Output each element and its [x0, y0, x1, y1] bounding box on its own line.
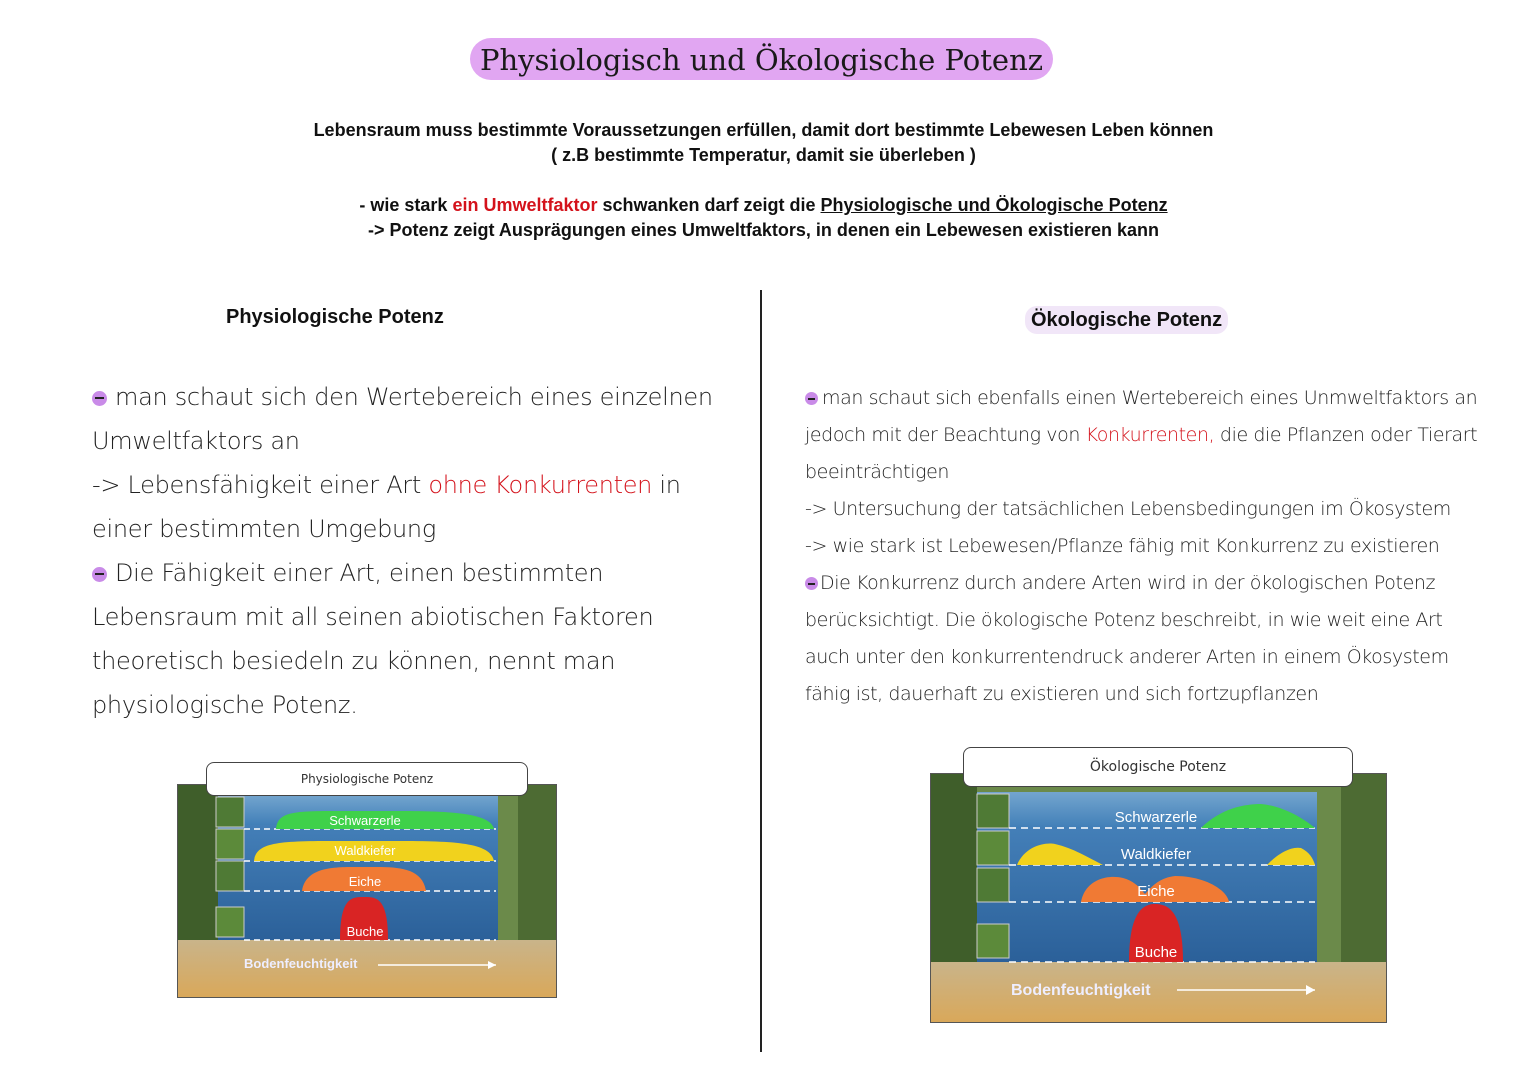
bullet-icon	[92, 567, 107, 582]
tree-icon-buche	[977, 924, 1009, 958]
left-line-3-post: in	[652, 471, 681, 499]
right-notes	[805, 380, 1477, 713]
label-buche: Buche	[1134, 944, 1178, 961]
right-line-9: fähig ist, dauerhaft zu existieren und sich fortzupflanzen	[805, 683, 1319, 705]
right-line-4: -> Untersuchung der tatsächlichen Lebensbedingungen im Ökosystem	[805, 498, 1451, 520]
right-line-1: man schaut sich ebenfalls einen Wertebereich eines Unmweltfaktors an	[822, 387, 1478, 409]
tree-icon-waldkiefer	[216, 829, 244, 859]
right-line-3: beeinträchtigen	[805, 461, 950, 483]
left-line-5: Die Fähigkeit einer Art, einen bestimmten	[115, 559, 604, 587]
tree-icon-eiche	[216, 861, 244, 891]
umweltfaktor-highlight: ein Umweltfaktor	[452, 195, 598, 215]
tree-icon-buche	[216, 907, 244, 937]
bullet-icon	[805, 392, 818, 405]
intro-line-3-mid: schwanken darf zeigt die	[597, 195, 821, 215]
label-schwarzerle: Schwarzerle	[1114, 809, 1198, 826]
intro-line-3	[0, 193, 1527, 218]
physiologische-diagram-label: Physiologische Potenz	[206, 762, 528, 796]
left-line-6: Lebensraum mit all seinen abiotischen Faktoren	[92, 603, 654, 631]
page-title: Physiologisch und Ökologische Potenz	[470, 38, 1053, 80]
tree-icon-schwarzerle	[977, 794, 1009, 828]
potenz-underline: Physiologische und Ökologische Potenz	[820, 195, 1168, 215]
label-eiche: Eiche	[1137, 883, 1175, 900]
physiologische-diagram	[177, 784, 557, 998]
label-buche: Buche	[346, 924, 384, 939]
soil-ground	[178, 940, 556, 997]
right-line-6: Die Konkurrenz durch andere Arten wird in der ökologischen Potenz	[820, 572, 1436, 594]
left-line-1: man schaut sich den Wertebereich eines einzelnen	[115, 383, 713, 411]
axis-label: Bodenfeuchtigkeit	[244, 956, 358, 971]
right-line-7: berücksichtigt. Die ökologische Potenz beschreibt, in wie weit eine Art	[805, 609, 1443, 631]
oekologische-heading: Ökologische Potenz	[1025, 306, 1228, 334]
bullet-icon	[92, 391, 107, 406]
konkurrenten-highlight: Konkurrenten,	[1085, 424, 1215, 446]
intro-line-3-pre: - wie stark	[359, 195, 453, 215]
column-divider	[760, 290, 762, 1052]
left-line-3-pre: -> Lebensfähigkeit einer Art	[92, 471, 429, 499]
label-eiche: Eiche	[348, 874, 382, 889]
tree-icon-schwarzerle	[216, 797, 244, 827]
tree-icon-waldkiefer	[977, 831, 1009, 865]
tree-icon-eiche	[977, 868, 1009, 902]
label-schwarzerle: Schwarzerle	[329, 813, 401, 828]
soil-ground	[931, 962, 1386, 1022]
left-notes	[92, 375, 713, 727]
oekologische-diagram-label: Ökologische Potenz	[963, 747, 1353, 787]
bullet-icon	[805, 577, 818, 590]
right-line-2-pre: jedoch mit der Beachtung von	[805, 424, 1086, 446]
physiologische-heading: Physiologische Potenz	[226, 306, 444, 328]
left-line-4: einer bestimmten Umgebung	[92, 515, 436, 543]
right-line-8: auch unter den konkurrentendruck anderer Arten in einem Ökosystem	[805, 646, 1449, 668]
intro-line-4: -> Potenz zeigt Ausprägungen eines Umweltfaktors, in denen ein Lebewesen existieren kann	[367, 220, 1160, 240]
oekologische-diagram	[930, 773, 1387, 1023]
label-waldkiefer: Waldkiefer	[334, 843, 396, 858]
left-line-8: physiologische Potenz.	[92, 691, 358, 719]
intro-line-2: ( z.B bestimmte Temperatur, damit sie überleben )	[551, 145, 976, 165]
intro-line-1: Lebensraum muss bestimmte Voraussetzungen erfüllen, damit dort bestimmte Lebewesen Leben können	[313, 120, 1214, 140]
axis-label: Bodenfeuchtigkeit	[1011, 982, 1151, 999]
right-line-2-post: die die Pflanzen oder Tierart	[1214, 424, 1478, 446]
label-waldkiefer: Waldkiefer	[1120, 846, 1192, 863]
oekologische-diagram-svg	[931, 774, 1386, 1022]
right-line-5: -> wie stark ist Lebewesen/Pflanze fähig mit Konkurrenz zu existieren	[805, 535, 1440, 557]
physiologische-diagram-svg	[178, 785, 556, 997]
ohne-konkurrenten-highlight: ohne Konkurrenten	[428, 471, 653, 499]
left-line-7: theoretisch besiedeln zu können, nennt man	[92, 647, 616, 675]
left-line-2: Umweltfaktors an	[92, 427, 300, 455]
